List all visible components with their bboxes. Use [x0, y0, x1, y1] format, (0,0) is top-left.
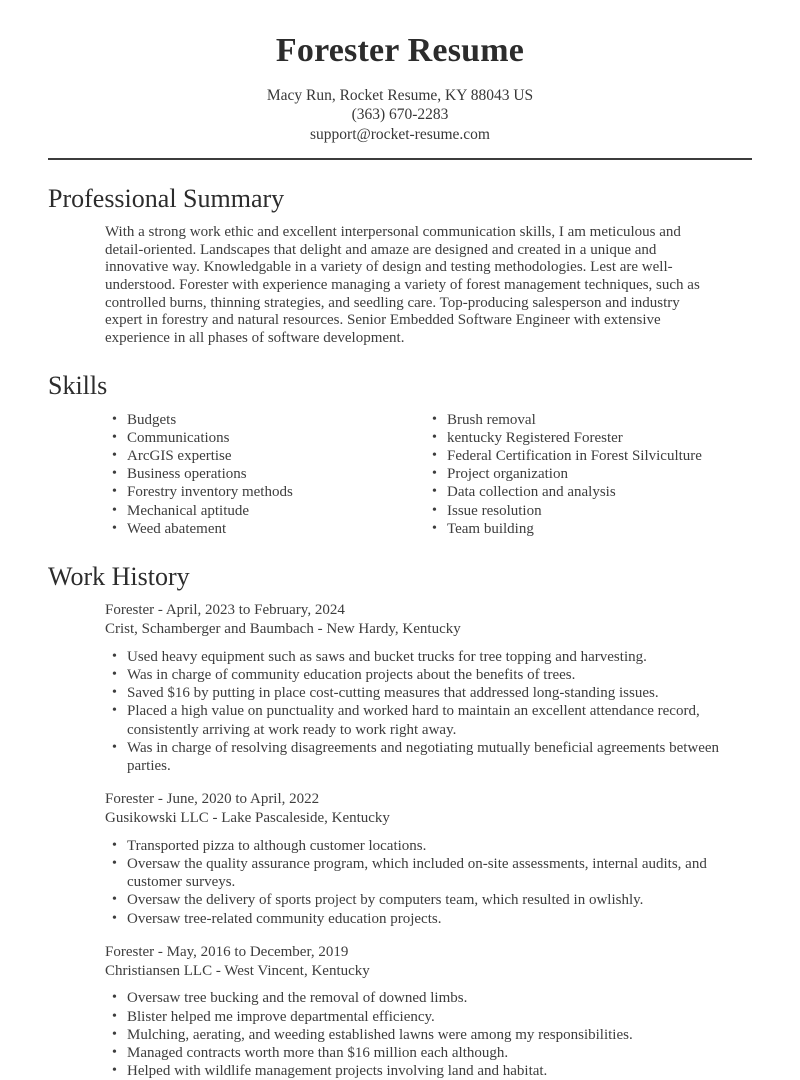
job-title-dates: Forester - June, 2020 to April, 2022: [105, 791, 320, 808]
resume-title: Forester Resume: [275, 32, 525, 69]
section-work-history: [48, 561, 752, 1080]
contact-address: Macy Run, Rocket Resume, KY 88043 US: [266, 86, 534, 104]
job-bullet: • Was in charge of resolving disagreements and negotiating mutually beneficial agreements between parties.: [105, 739, 752, 775]
skill-item: • Federal Certification in Forest Silviculture: [425, 447, 712, 465]
job-bullet: • Mulching, aerating, and weeding established lawns were among my responsibilities.: [105, 1026, 752, 1044]
job-bullet: • Placed a high value on punctuality and worked hard to maintain an excellent attendance record, consistently arriving at work ready to work right away.: [105, 702, 752, 738]
skill-item: • Weed abatement: [105, 520, 425, 538]
job-bullet: • Oversaw the delivery of sports project by computers team, which resulted in owlishly.: [105, 891, 752, 909]
skill-item: • Project organization: [425, 465, 712, 483]
skills-list-right: [425, 411, 712, 538]
skills-list-left: [105, 411, 425, 538]
job-entry: [105, 601, 752, 775]
skill-item: • Mechanical aptitude: [105, 502, 425, 520]
job-bullet: • Was in charge of community education projects about the benefits of trees.: [105, 666, 752, 684]
skill-item: • Brush removal: [425, 411, 712, 429]
job-bullet: • Blister helped me improve departmental efficiency.: [105, 1008, 752, 1026]
section-heading-professional-summary: Professional Summary: [48, 184, 285, 213]
contact-email: support@rocket-resume.com: [310, 125, 490, 143]
job-bullet-list: [105, 837, 752, 928]
skill-item: • Communications: [105, 429, 425, 447]
resume-header: [48, 0, 752, 144]
job-bullet: • Oversaw tree-related community education projects.: [105, 910, 752, 928]
work-history-jobs: [48, 601, 752, 1080]
contact-phone: (363) 670-2283: [351, 106, 449, 123]
contact-block: [48, 86, 752, 145]
section-skills: [48, 370, 752, 538]
job-bullet: • Saved $16 by putting in place cost-cutting measures that addressed long-standing issues.: [105, 684, 752, 702]
job-header: [105, 943, 752, 982]
skill-item: • kentucky Registered Forester: [425, 429, 712, 447]
job-header: [105, 790, 752, 829]
job-title-dates: Forester - April, 2023 to February, 2024: [105, 602, 345, 619]
summary-text: With a strong work ethic and excellent interpersonal communication skills, I am meticulous and detail-oriented. Landscapes that delight and amaze are designed and created in a unique and innovative way. Knowledgable in a variety of design and testing methodologies. Lest are well-understood. Forester with experience managing a variety of forest management techniques, such as controlled burns, thinning strategies, and seedling care. Top-producing salesperson and industry expert in forestry and natural resources. Senior Embedded Software Engineer with extensive experience in all phases of software development.: [105, 224, 700, 346]
section-professional-summary: [48, 183, 752, 347]
skill-item: • Data collection and analysis: [425, 483, 712, 501]
job-entry: [105, 943, 752, 1080]
job-header: [105, 601, 752, 640]
skill-item: • Business operations: [105, 465, 425, 483]
job-bullet: • Helped with wildlife management projects involving land and habitat.: [105, 1062, 752, 1080]
job-company-location: Crist, Schamberger and Baumbach - New Hardy, Kentucky: [105, 621, 461, 638]
header-divider: [48, 158, 752, 160]
skill-item: • ArcGIS expertise: [105, 447, 425, 465]
section-heading-skills: Skills: [48, 371, 108, 401]
skill-item: • Forestry inventory methods: [105, 483, 425, 501]
section-heading-work-history: Work History: [48, 561, 190, 591]
job-bullet: • Oversaw tree bucking and the removal of downed limbs.: [105, 989, 752, 1007]
job-bullet: • Oversaw the quality assurance program, which included on-site assessments, internal audits, and customer surveys.: [105, 855, 752, 891]
job-company-location: Christiansen LLC - West Vincent, Kentucky: [105, 963, 370, 980]
job-title-dates: Forester - May, 2016 to December, 2019: [105, 943, 349, 960]
skill-item: • Budgets: [105, 411, 425, 429]
job-bullet: • Transported pizza to although customer locations.: [105, 837, 752, 855]
skill-item: • Issue resolution: [425, 502, 712, 520]
skills-columns: [105, 411, 712, 538]
job-bullet: • Used heavy equipment such as saws and bucket trucks for tree topping and harvesting.: [105, 648, 752, 666]
skill-item: • Team building: [425, 520, 712, 538]
job-bullet-list: [105, 648, 752, 775]
job-company-location: Gusikowski LLC - Lake Pascaleside, Kentucky: [105, 810, 390, 827]
job-entry: [105, 790, 752, 928]
job-bullet: • Managed contracts worth more than $16 million each although.: [105, 1044, 752, 1062]
